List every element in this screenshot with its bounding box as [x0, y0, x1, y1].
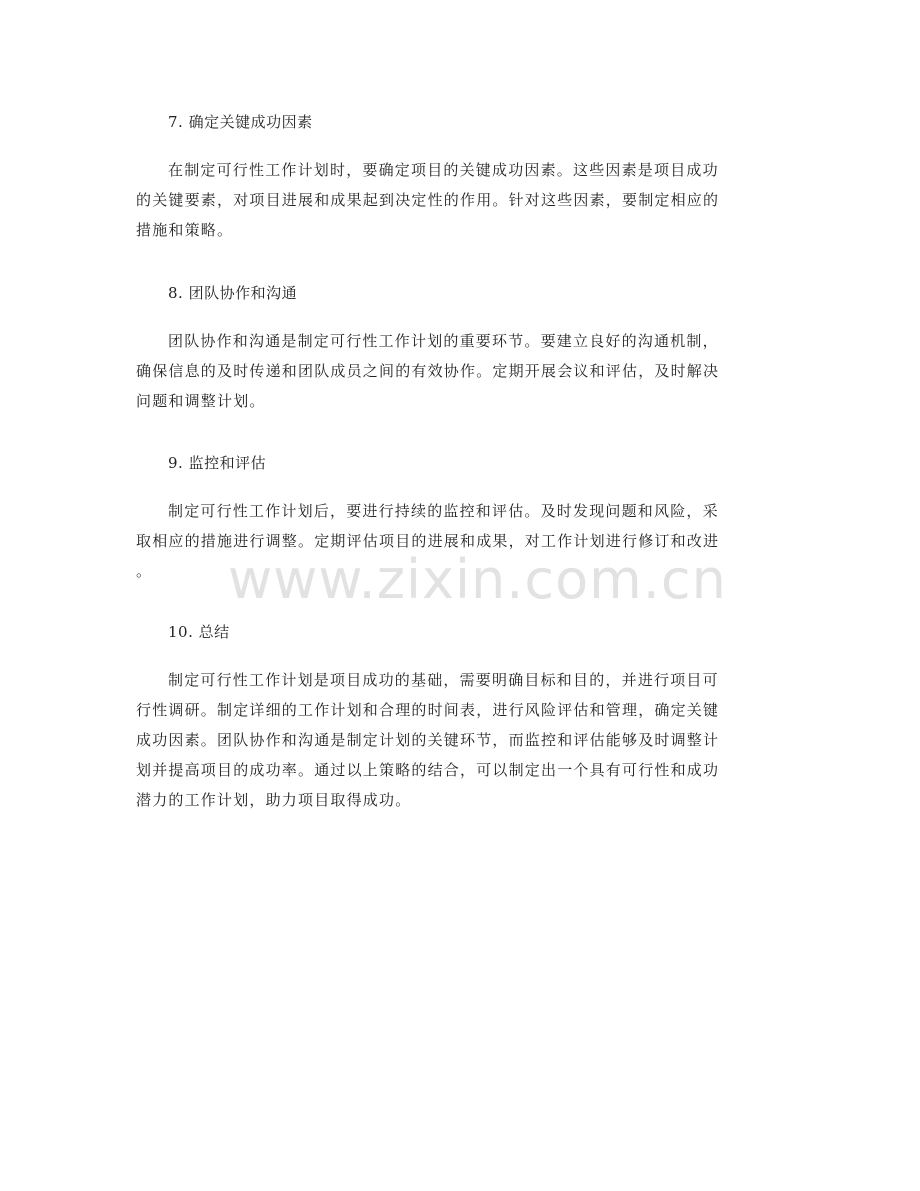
section-7-heading: 7. 确定关键成功因素: [168, 113, 313, 131]
paragraph-line: 成功因素。团队协作和沟通是制定计划的关键环节，而监控和评估能够及时调整计: [136, 731, 720, 749]
paragraph-line: 制定可行性工作计划后，要进行持续的监控和评估。及时发现问题和风险，采: [168, 502, 719, 520]
paragraph-line: 问题和调整计划。: [136, 392, 266, 410]
paragraph-line: 团队协作和沟通是制定可行性工作计划的重要环节。要建立良好的沟通机制，: [168, 332, 719, 350]
paragraph-line: 制定可行性工作计划是项目成功的基础，需要明确目标和目的，并进行项目可: [168, 671, 719, 689]
paragraph-line: 在制定可行性工作计划时，要确定项目的关键成功因素。这些因素是项目成功: [168, 161, 719, 179]
watermark-text: www.zixin.com.cn: [228, 548, 727, 611]
section-7-paragraph: [136, 155, 784, 245]
paragraph-line: 潜力的工作计划，助力项目取得成功。: [136, 791, 412, 809]
section-8-paragraph: [136, 326, 784, 416]
paragraph-line: 确保信息的及时传递和团队成员之间的有效协作。定期开展会议和评估，及时解决: [136, 362, 720, 380]
paragraph-line: 的关键要素，对项目进展和成果起到决定性的作用。针对这些因素，要制定相应的: [136, 191, 720, 209]
section-10-paragraph: [136, 665, 784, 815]
paragraph-line: 取相应的措施进行调整。定期评估项目的进展和成果，对工作计划进行修订和改进: [136, 532, 720, 550]
section-9-heading: 9. 监控和评估: [168, 454, 267, 472]
paragraph-line: 行性调研。制定详细的工作计划和合理的时间表，进行风险评估和管理，确定关键: [136, 701, 720, 719]
section-9-paragraph: [136, 496, 784, 586]
section-10-heading: 10. 总结: [168, 623, 230, 641]
paragraph-line: 。: [136, 562, 153, 580]
section-8-heading: 8. 团队协作和沟通: [168, 284, 298, 302]
paragraph-line: 措施和策略。: [136, 221, 234, 239]
paragraph-line: 划并提高项目的成功率。通过以上策略的结合，可以制定出一个具有可行性和成功: [136, 761, 720, 779]
